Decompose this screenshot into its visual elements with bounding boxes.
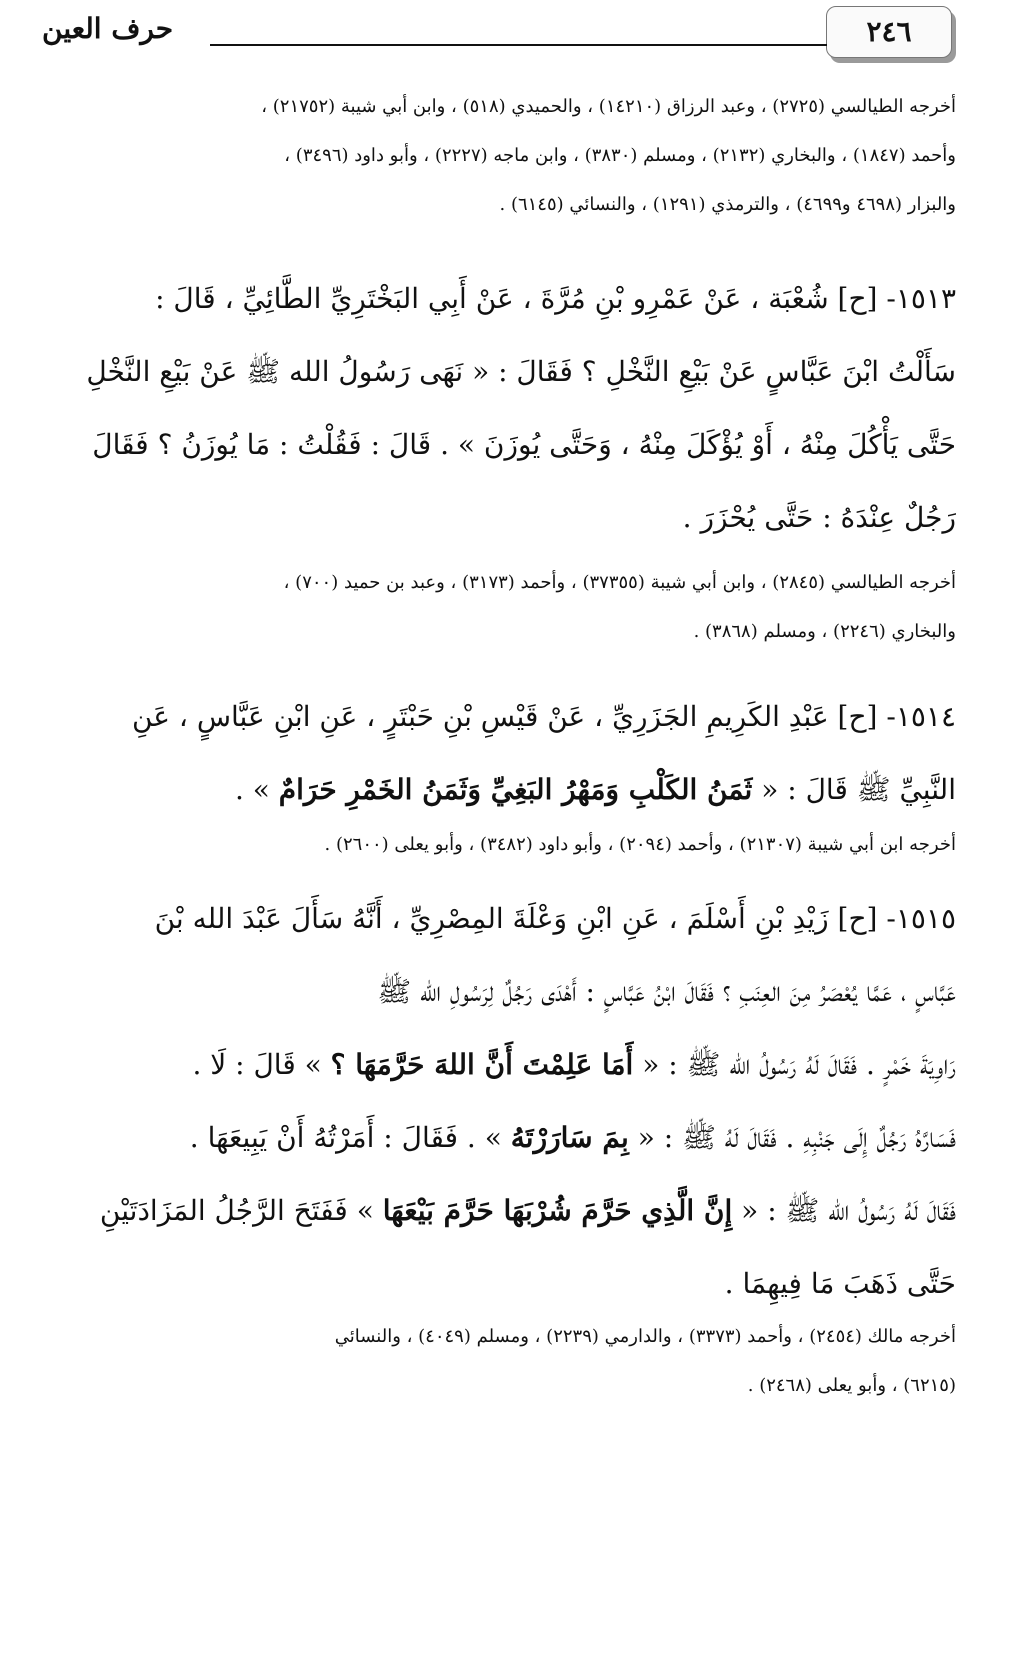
citation-1512 <box>42 82 956 229</box>
citation-line: أخرجه مالك (٢٤٥٤) ، وأحمد (٣٣٧٣) ، والدارمي (٢٢٣٩) ، ومسلم (٤٠٤٩) ، والنسائي <box>334 1326 956 1347</box>
citation-line: والبزار (٤٦٩٨ و٤٦٩٩) ، والترمذي (١٢٩١) ، والنسائي (٦١٤٥) . <box>499 194 956 215</box>
hadith-line: ١٥١٤- [ح] عَبْدِ الكَرِيمِ الجَزَرِيِّ ، عَنْ قَيْسِ بْنِ حَبْتَرٍ ، عَنِ ابْنِ عَبَّاسٍ ، عَنِ <box>131 700 956 733</box>
hadith-line: سَأَلْتُ ابْنَ عَبَّاسٍ عَنْ بَيْعِ النَّخْلِ ؟ فَقَالَ : « نَهَى رَسُولُ الله ﷺ عَنْ بَيْعِ النَّخْلِ <box>86 355 956 388</box>
citation-line: أخرجه الطيالسي (٢٨٤٥) ، وابن أبي شيبة (٣٧٣٥٥) ، وأحمد (٣١٧٣) ، وعبد بن حميد (٧٠٠) ، <box>283 572 956 593</box>
hadith-line: رَجُلٌ عِنْدَهُ : حَتَّى يُحْزَرَ . <box>682 501 956 534</box>
hadith-text: » فَفَتَحَ الرَّجُلُ المَزَادَتَيْنِ <box>99 1194 383 1227</box>
citation-line: أخرجه الطيالسي (٢٧٢٥) ، وعبد الرزاق (١٤٢١٠) ، والحميدي (٥١٨) ، وابن أبي شيبة (٢١٧٥٢) ، <box>261 96 956 117</box>
hadith-line <box>42 1028 956 1101</box>
hadith-line: ١٥١٣- [ح] شُعْبَة ، عَنْ عَمْرِو بْنِ مُرَّةَ ، عَنْ أَبِي البَخْتَرِيِّ الطَّائِيِّ ، قَالَ : <box>155 282 956 315</box>
citation-1514 <box>42 820 956 869</box>
page-number-badge <box>826 6 952 58</box>
citation-line: (٦٢١٥) ، وأبو يعلى (٢٤٦٨) . <box>747 1375 956 1396</box>
prophet-speech: إِنَّ الَّذِي حَرَّمَ شُرْبَهَا حَرَّمَ بَيْعَهَا <box>382 1194 733 1227</box>
hadith-line <box>42 1101 956 1174</box>
hadith-line: عَبَّاسٍ ، عَمَّا يُعْصَرُ مِنَ العِنَبِ ؟ فَقَالَ ابْنُ عَبَّاسٍ : أَهْدَى رَجُلٌ لِرَسُولِ الله ﷺ <box>377 975 956 1008</box>
hadith-line: حَتَّى ذَهَبَ مَا فِيهِمَا . <box>724 1267 956 1300</box>
hadith-text: » قَالَ : لَا . <box>192 1048 331 1081</box>
prophet-speech: بِمَ سَارَرْتَهُ <box>510 1121 629 1154</box>
citation-1513 <box>42 558 956 656</box>
header-rule <box>210 44 827 46</box>
hadith-line <box>42 753 956 826</box>
citation-line: وأحمد (١٨٤٧) ، والبخاري (٢١٣٢) ، ومسلم (٣٨٣٠) ، وابن ماجه (٢٢٢٧) ، وأبو داود (٣٤٩٦) ، <box>284 145 956 166</box>
hadith-text: رَاوِيَةَ خَمْرٍ . فَقَالَ لَهُ رَسُولُ الله ﷺ : « <box>633 1048 956 1081</box>
hadith-text: فَقَالَ لَهُ رَسُولُ الله ﷺ : « <box>732 1194 956 1227</box>
hadith-line <box>42 1174 956 1247</box>
hadith-text: النَّبِيِّ ﷺ قَالَ : « <box>752 773 956 806</box>
hadith-1515 <box>42 882 956 1320</box>
citation-line: أخرجه ابن أبي شيبة (٢١٣٠٧) ، وأحمد (٢٠٩٤) ، وأبو داود (٣٤٨٢) ، وأبو يعلى (٢٦٠٠) . <box>324 834 956 855</box>
hadith-1514 <box>42 680 956 826</box>
hadith-line: حَتَّى يَأْكُلَ مِنْهُ ، أَوْ يُؤْكَلَ مِنْهُ ، وَحَتَّى يُوزَنَ » . قَالَ : فَقُلْتُ : مَا يُوزَنُ ؟ فَقَالَ <box>92 428 956 461</box>
prophet-speech: ثَمَنُ الكَلْبِ وَمَهْرُ البَغِيِّ وَثَمَنُ الخَمْرِ حَرَامٌ <box>278 773 753 806</box>
hadith-1513 <box>42 262 956 554</box>
page-number: ٢٤٦ <box>866 15 912 48</box>
chapter-title: حرف العين <box>42 12 174 45</box>
citation-1515 <box>42 1312 956 1410</box>
citation-line: والبخاري (٢٢٤٦) ، ومسلم (٣٨٦٨) . <box>693 621 956 642</box>
hadith-line: ١٥١٥- [ح] زَيْدِ بْنِ أَسْلَمَ ، عَنِ ابْنِ وَعْلَةَ المِصْرِيِّ ، أَنَّهُ سَأَلَ عَبْدَ الله بْنَ <box>154 902 956 935</box>
prophet-speech: أَمَا عَلِمْتَ أَنَّ اللهَ حَرَّمَهَا ؟ <box>330 1048 634 1081</box>
hadith-text: » . فَقَالَ : أَمَرْتُهُ أَنْ يَبِيعَهَا . <box>189 1121 511 1154</box>
hadith-text: » . <box>234 773 279 806</box>
hadith-text: فَسَارَّهُ رَجُلٌ إِلَى جَنْبِهِ . فَقَالَ لَهُ ﷺ : « <box>628 1121 956 1154</box>
